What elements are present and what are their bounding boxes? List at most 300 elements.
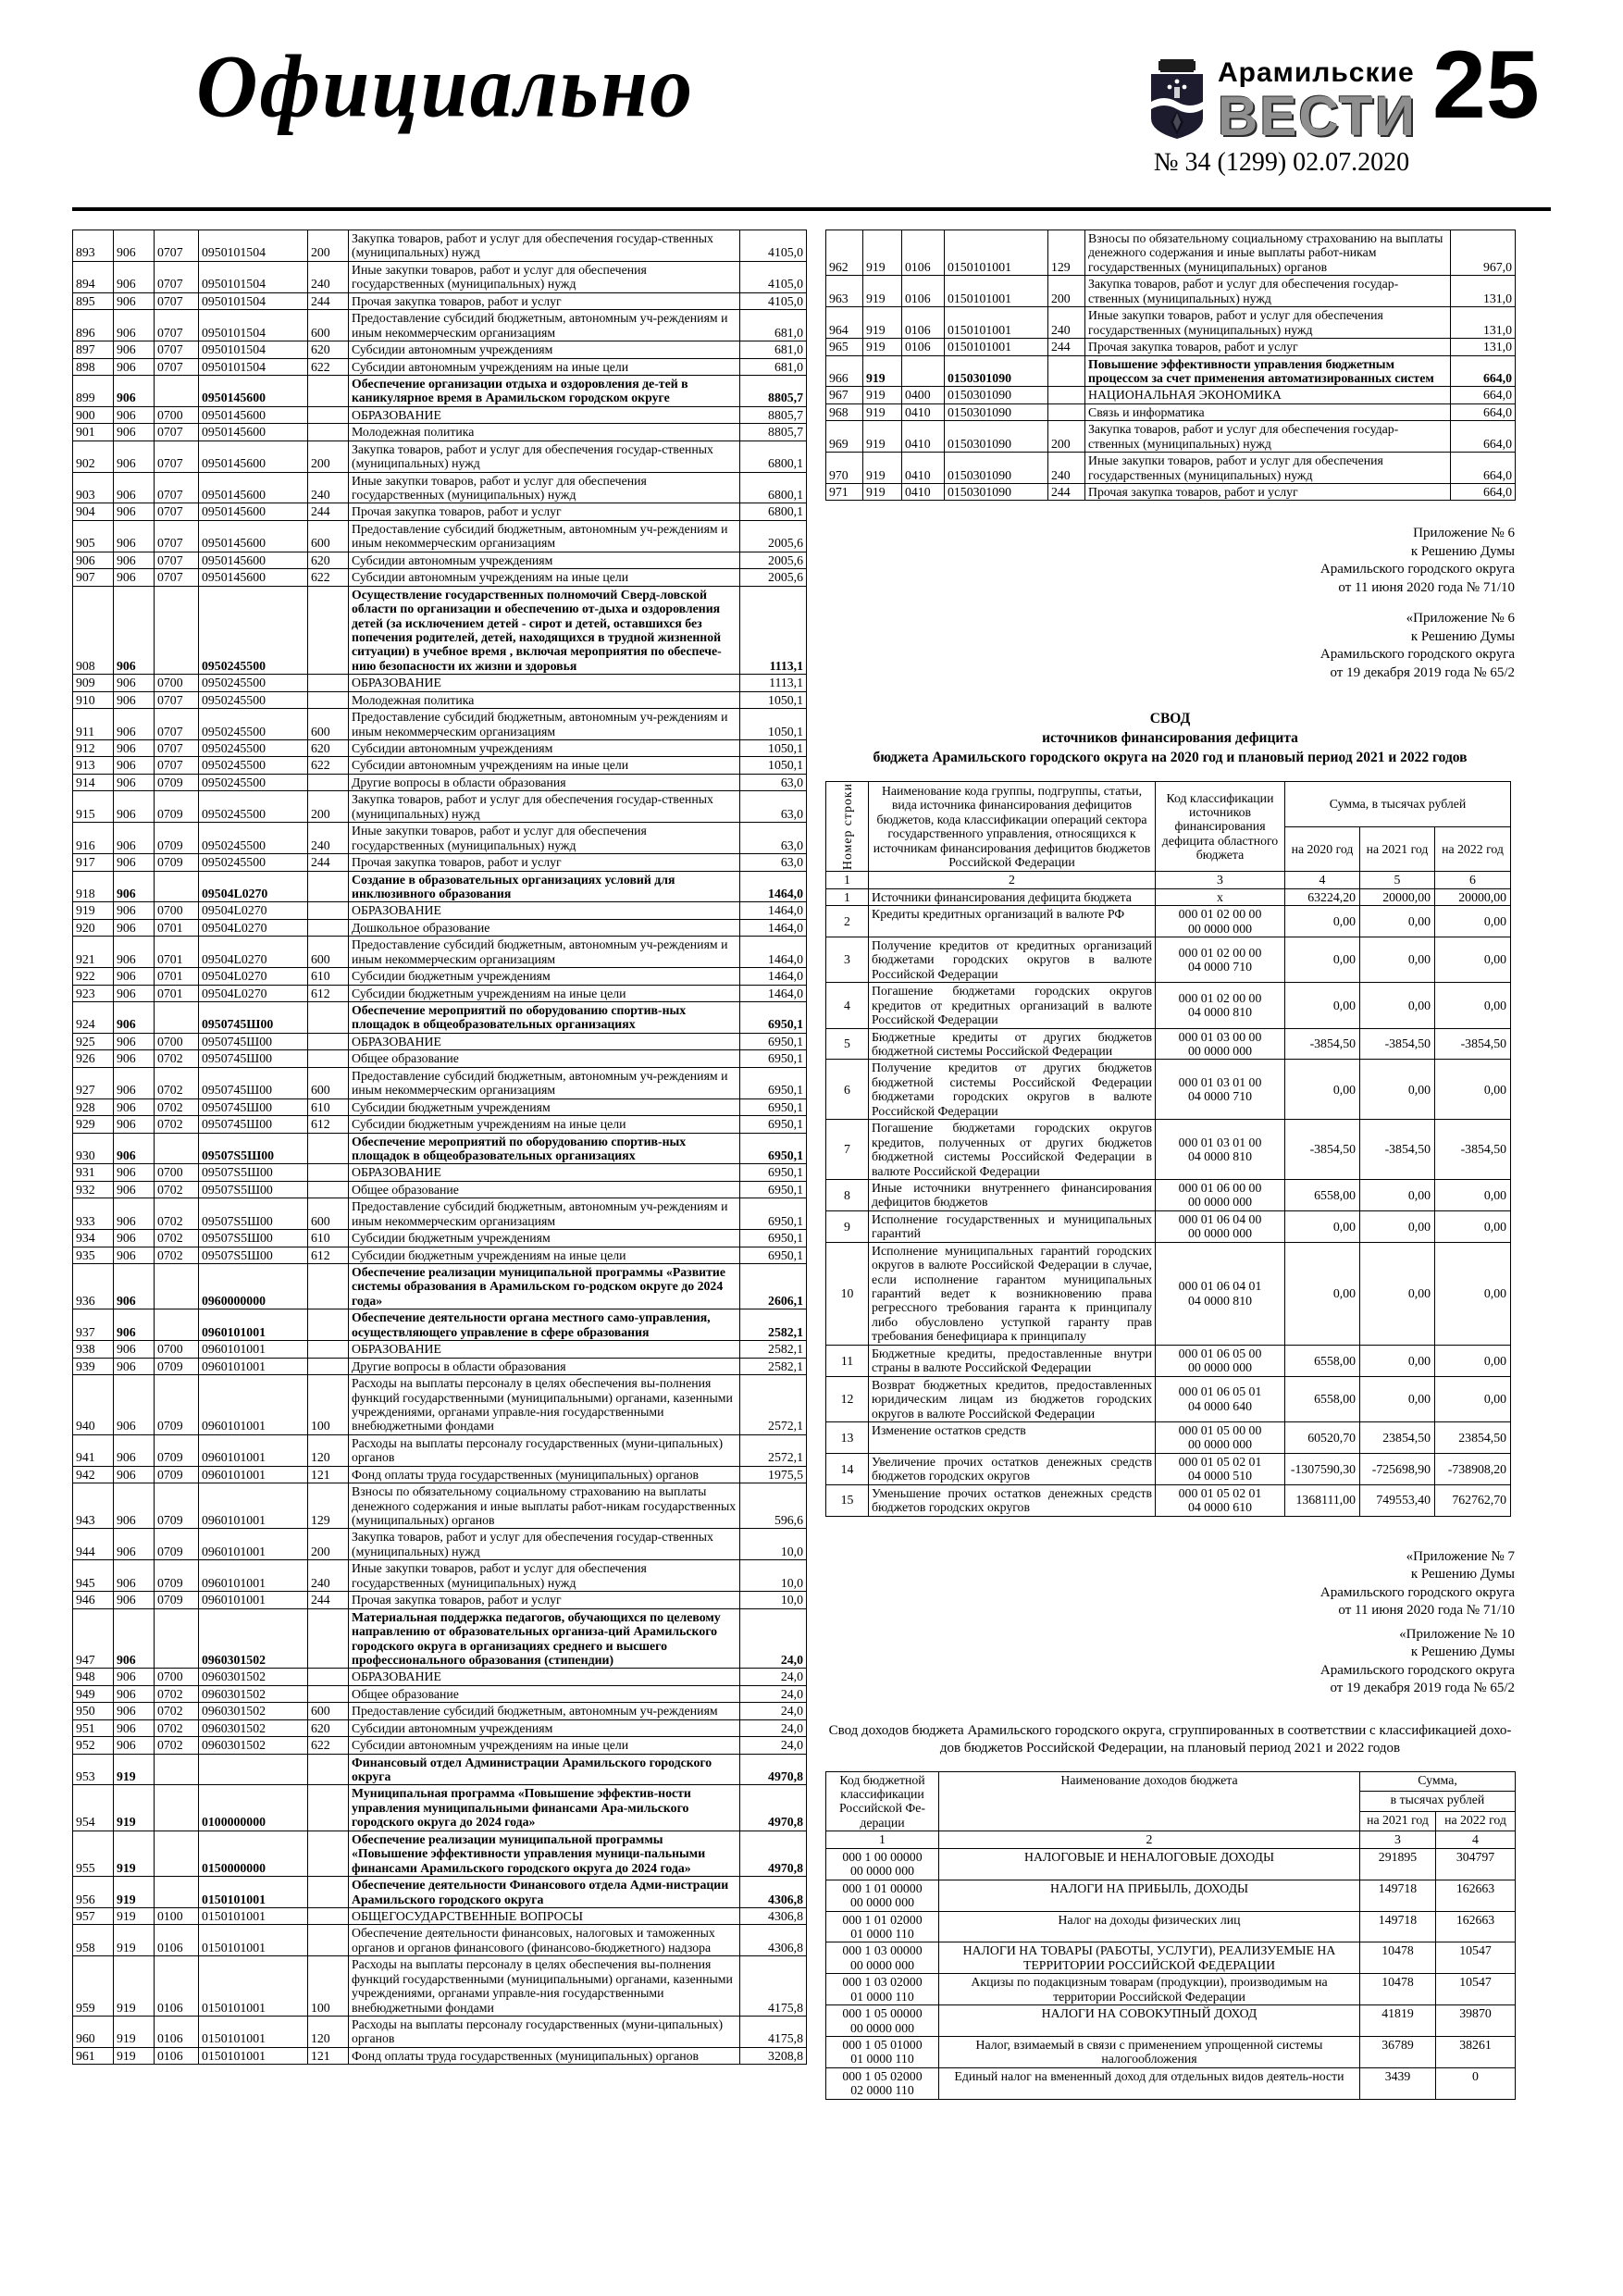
cell-n: 898 xyxy=(73,358,114,375)
cell-a: 906 xyxy=(114,1434,155,1466)
cell-name: Расходы на выплаты персоналу государственных (муни-ципальных) органов xyxy=(349,2017,740,2048)
cell-s1: 10478 xyxy=(1360,1974,1436,2005)
cell-n: 953 xyxy=(73,1754,114,1785)
cell-kbk: 000 1 03 00000 00 0000 000 xyxy=(826,1942,939,1974)
table-row xyxy=(826,1848,1516,1880)
cell-c: 0950745Ш00 xyxy=(199,1002,308,1034)
cell-n: 955 xyxy=(73,1831,114,1876)
table-row xyxy=(826,1974,1516,2005)
cell-d: 240 xyxy=(1048,453,1085,484)
cell-c: 0150101001 xyxy=(945,276,1048,307)
cell-name: Получение кредитов от других бюджетов бюджетной системы Российской Федерации бюджетами городских округов в валюте Российской Федерации xyxy=(869,1060,1156,1120)
cell-d: 129 xyxy=(308,1483,349,1529)
cell-n: 956 xyxy=(73,1877,114,1908)
cell-a: 906 xyxy=(114,1466,155,1483)
cell-a: 906 xyxy=(114,441,155,472)
cell-sum: 4970,8 xyxy=(740,1831,807,1876)
table-row xyxy=(73,552,807,568)
cell-name: Другие вопросы в области образования xyxy=(349,1358,740,1374)
cell-sum: 664,0 xyxy=(1451,453,1516,484)
cell-c: 0960101001 xyxy=(199,1341,308,1358)
cell-name: Молодежная политика xyxy=(349,691,740,708)
cell-name: НАЛОГИ НА ПРИБЫЛЬ, ДОХОДЫ xyxy=(939,1880,1360,1911)
cell-d xyxy=(308,424,349,441)
cell-n: 13 xyxy=(826,1421,869,1453)
cell-n: 965 xyxy=(826,339,863,355)
cell-d xyxy=(308,1669,349,1685)
cell-name: Прочая закупка товаров, работ и услуг xyxy=(349,854,740,871)
cell-n: 893 xyxy=(73,230,114,262)
cell-c: 0150101001 xyxy=(199,1956,308,2017)
cell-d xyxy=(308,871,349,902)
col-header-classification-code: Код классификации источников финансирования дефицита областного бюджета xyxy=(1156,782,1285,872)
cell-name: Субсидии бюджетным учреждениям xyxy=(349,1098,740,1115)
cell-sum: 596,6 xyxy=(740,1483,807,1529)
cell-a: 906 xyxy=(114,757,155,774)
cell-b: 0707 xyxy=(155,552,199,568)
cell-name: ОБРАЗОВАНИЕ xyxy=(349,675,740,691)
cell-code: 000 01 03 00 00 00 0000 000 xyxy=(1156,1028,1285,1060)
cell-a: 906 xyxy=(114,586,155,675)
table-row xyxy=(73,1164,807,1181)
col-header-2020: на 2020 год xyxy=(1285,826,1360,872)
cell-name: Предоставление субсидий бюджетным, автономным уч-реждениям и иным некоммерческим организациям xyxy=(349,709,740,740)
cell-b xyxy=(902,355,945,387)
cell-n: 897 xyxy=(73,341,114,358)
cell-a: 906 xyxy=(114,424,155,441)
cell-s2: 0 xyxy=(1436,2067,1516,2099)
cell-s0: 60520,70 xyxy=(1285,1421,1360,1453)
cell-sum: 24,0 xyxy=(740,1685,807,1702)
cell-sum: 24,0 xyxy=(740,1669,807,1685)
cell-c: 0950245500 xyxy=(199,586,308,675)
table-row xyxy=(73,985,807,1001)
cell-d: 240 xyxy=(308,261,349,292)
cell-d: 120 xyxy=(308,2017,349,2048)
cell-n: 951 xyxy=(73,1719,114,1736)
table-row xyxy=(73,823,807,854)
cell-n: 913 xyxy=(73,757,114,774)
cell-c: 0950145600 xyxy=(199,375,308,406)
cell-s0: -3854,50 xyxy=(1285,1120,1360,1180)
cell-name: Субсидии бюджетным учреждениям на иные цели xyxy=(349,1247,740,1263)
cell-n: 899 xyxy=(73,375,114,406)
cell-name: Предоставление субсидий бюджетным, автономным уч-реждениям и иным некоммерческим организациям xyxy=(349,310,740,341)
cell-b: 0707 xyxy=(155,292,199,309)
cell-kbk: 000 1 00 00000 00 0000 000 xyxy=(826,1848,939,1880)
cell-c: 09504L0270 xyxy=(199,985,308,1001)
cell-a: 906 xyxy=(114,1592,155,1608)
cell-d: 612 xyxy=(308,985,349,1001)
cell-n: 15 xyxy=(826,1484,869,1516)
cell-d xyxy=(1048,403,1085,420)
cell-d: 610 xyxy=(308,1098,349,1115)
cell-b: 0106 xyxy=(155,1956,199,2017)
cell-a: 906 xyxy=(114,691,155,708)
cell-b xyxy=(155,871,199,902)
cell-d: 100 xyxy=(308,1956,349,2017)
cell-n: 7 xyxy=(826,1120,869,1180)
table-row xyxy=(73,310,807,341)
cell-name: Иные закупки товаров, работ и услуг для обеспечения государственных (муниципальных) нужд xyxy=(1085,307,1451,339)
cell-code: 000 01 06 04 01 04 0000 810 xyxy=(1156,1242,1285,1345)
table-row xyxy=(73,1181,807,1198)
cell-sum: 1464,0 xyxy=(740,902,807,919)
cell-d: 612 xyxy=(308,1247,349,1263)
cell-sum: 4306,8 xyxy=(740,1907,807,1924)
cell-b xyxy=(155,1309,199,1341)
table-row xyxy=(73,2017,807,2048)
table-row xyxy=(73,1116,807,1133)
table-row xyxy=(73,1877,807,1908)
cell-d: 600 xyxy=(308,1198,349,1230)
cell-c: 0950245500 xyxy=(199,709,308,740)
cell-a: 906 xyxy=(114,406,155,423)
cell-b: 0701 xyxy=(155,968,199,985)
table-row xyxy=(73,854,807,871)
col-header-source-name: Наименование кода группы, подгруппы, статьи, вида источника финансирования дефицитов бюджетов, кода классификации операций сектора государственного управления, относящихся к источникам финансирования дефицитов бюджетов Российской Федерации xyxy=(869,782,1156,872)
cell-s0: -1307590,30 xyxy=(1285,1453,1360,1484)
table-row xyxy=(73,1608,807,1669)
col-header-row-number: Номер строки xyxy=(826,782,869,872)
cell-b xyxy=(155,1877,199,1908)
cell-a: 906 xyxy=(114,1264,155,1309)
cell-n: 904 xyxy=(73,503,114,520)
cell-b: 0709 xyxy=(155,854,199,871)
cell-b: 0106 xyxy=(155,1925,199,1956)
cell-sum: 6950,1 xyxy=(740,1164,807,1181)
cell-d: 200 xyxy=(1048,421,1085,453)
cell-d: 622 xyxy=(308,569,349,586)
col-header-sum: Сумма, в тысячах рублей xyxy=(1285,782,1511,827)
cell-s1: 149718 xyxy=(1360,1880,1436,1911)
cell-sum: 6950,1 xyxy=(740,1098,807,1115)
cell-sum: 6950,1 xyxy=(740,1002,807,1034)
cell-d: 620 xyxy=(308,552,349,568)
cell-a: 906 xyxy=(114,709,155,740)
cell-a: 906 xyxy=(114,1002,155,1034)
cell-name: Субсидии автономным учреждениям на иные цели xyxy=(349,757,740,774)
cell-b: 0702 xyxy=(155,1685,199,1702)
table-row xyxy=(73,740,807,757)
cell-sum: 6950,1 xyxy=(740,1067,807,1098)
page-number: 25 xyxy=(1432,31,1540,139)
cell-n: 937 xyxy=(73,1309,114,1341)
cell-n: 962 xyxy=(826,230,863,276)
cell-b xyxy=(155,1002,199,1034)
table-row xyxy=(73,774,807,790)
cell-c: 0960101001 xyxy=(199,1529,308,1560)
cell-n: 903 xyxy=(73,472,114,503)
cell-name: Закупка товаров, работ и услуг для обеспечения государ-ственных (муниципальных) нужд xyxy=(1085,421,1451,453)
table-row xyxy=(73,341,807,358)
cell-sum: 2572,1 xyxy=(740,1434,807,1466)
cell-name: НАЦИОНАЛЬНАЯ ЭКОНОМИКА xyxy=(1085,387,1451,403)
cell-d xyxy=(1048,355,1085,387)
cell-name: Предоставление субсидий бюджетным, автономным уч-реждениям и иным некоммерческим организациям xyxy=(349,1198,740,1230)
cell-a: 906 xyxy=(114,1719,155,1736)
cell-b: 0709 xyxy=(155,1375,199,1435)
cell-a: 906 xyxy=(114,1164,155,1181)
cell-code: 000 01 06 05 00 00 0000 000 xyxy=(1156,1345,1285,1376)
cell-d xyxy=(308,1754,349,1785)
cell-a: 906 xyxy=(114,1358,155,1374)
cell-name: Прочая закупка товаров, работ и услуг xyxy=(349,292,740,309)
table-row xyxy=(73,358,807,375)
cell-sum: 664,0 xyxy=(1451,355,1516,387)
cell-d: 240 xyxy=(308,823,349,854)
cell-b: 0709 xyxy=(155,791,199,823)
svod-title-line2: источников финансирования дефицита xyxy=(1042,730,1298,747)
cell-name: Обеспечение мероприятий по оборудованию спортив-ных площадок в общеобразовательных организациях xyxy=(349,1133,740,1164)
cell-d: 200 xyxy=(308,1529,349,1560)
cell-name: Расходы на выплаты персоналу государственных (муни-ципальных) органов xyxy=(349,1434,740,1466)
table-row xyxy=(826,355,1516,387)
cell-s2: 162663 xyxy=(1436,1911,1516,1942)
cell-kbk: 000 1 05 02000 02 0000 110 xyxy=(826,2067,939,2099)
cell-n: 957 xyxy=(73,1907,114,1924)
cell-b: 0106 xyxy=(902,230,945,276)
cell-sum: 1050,1 xyxy=(740,691,807,708)
cell-d: 600 xyxy=(308,1067,349,1098)
table-header-row xyxy=(826,782,1511,827)
cell-c: 0950101504 xyxy=(199,261,308,292)
cell-c: 0960101001 xyxy=(199,1466,308,1483)
cell-a: 906 xyxy=(114,520,155,552)
table-row xyxy=(826,339,1516,355)
cell-name: Предоставление субсидий бюджетным, автономным уч-реждениям xyxy=(349,1703,740,1719)
cell-d xyxy=(308,1925,349,1956)
cell-b xyxy=(155,586,199,675)
cell-n: 939 xyxy=(73,1358,114,1374)
cell-b: 0707 xyxy=(155,691,199,708)
brand-name-bottom: ВЕСТИ xyxy=(1218,85,1417,147)
table-row xyxy=(826,1060,1511,1120)
cell-n: 932 xyxy=(73,1181,114,1198)
cell-sum: 4175,8 xyxy=(740,2017,807,2048)
cell-a: 906 xyxy=(114,1669,155,1685)
cell-c: 0150101001 xyxy=(199,2017,308,2048)
cell-name: Исполнение государственных и муниципальных гарантий xyxy=(869,1210,1156,1242)
cell-name: Бюджетные кредиты, предоставленные внутри страны в валюте Российской Федерации xyxy=(869,1345,1156,1376)
table-row xyxy=(826,1880,1516,1911)
cell-b: 0707 xyxy=(155,520,199,552)
cell-name: Создание в образовательных организациях условий для инклюзивного образования xyxy=(349,871,740,902)
cell-c: 0960301502 xyxy=(199,1669,308,1685)
cell-name: Закупка товаров, работ и услуг для обеспечения государ-ственных (муниципальных) нужд xyxy=(349,441,740,472)
cell-a: 906 xyxy=(114,1341,155,1358)
cell-n: 949 xyxy=(73,1685,114,1702)
col-header-sum-units: в тысячах рублей xyxy=(1360,1792,1516,1812)
cell-b: 0700 xyxy=(155,1341,199,1358)
table-row xyxy=(73,1264,807,1309)
table-row xyxy=(73,937,807,968)
cell-sum: 6950,1 xyxy=(740,1181,807,1198)
table-row xyxy=(73,1341,807,1358)
cell-a: 906 xyxy=(114,261,155,292)
cell-n: 941 xyxy=(73,1434,114,1466)
table-row xyxy=(73,1434,807,1466)
cell-d xyxy=(308,586,349,675)
cell-n: 948 xyxy=(73,1669,114,1685)
cell-n: 971 xyxy=(826,484,863,501)
table-row xyxy=(73,375,807,406)
table-row xyxy=(73,1592,807,1608)
cell-a: 906 xyxy=(114,1529,155,1560)
cell-b: 0701 xyxy=(155,919,199,936)
table-row xyxy=(73,472,807,503)
cell-name: Обеспечение деятельности финансовых, налоговых и таможенных органов и органов финансового (финансово-бюджетного) надзора xyxy=(349,1925,740,1956)
cell-s2: -3854,50 xyxy=(1435,1028,1511,1060)
cell-a: 906 xyxy=(114,871,155,902)
cell-c: 0950745Ш00 xyxy=(199,1098,308,1115)
appendix-note-6b: «Приложение № 6 к Решению Думы Арамильского городского округа от 19 декабря 2019 года № 65/2 xyxy=(1319,611,1515,680)
cell-n: 952 xyxy=(73,1737,114,1754)
cell-a: 906 xyxy=(114,341,155,358)
cell-a: 919 xyxy=(863,484,902,501)
cell-a: 906 xyxy=(114,1133,155,1164)
cell-s2: 38261 xyxy=(1436,2037,1516,2068)
cell-n: 964 xyxy=(826,307,863,339)
cell-name: Единый налог на вмененный доход для отдельных видов деятель-ности xyxy=(939,2067,1360,2099)
cell-c: 09507S5Ш00 xyxy=(199,1133,308,1164)
cell-name: Обеспечение организации отдыха и оздоровления де-тей в каникулярное время в Арамильском городском округе xyxy=(349,375,740,406)
cell-a: 906 xyxy=(114,1703,155,1719)
cell-name: Субсидии бюджетным учреждениям xyxy=(349,968,740,985)
table-row xyxy=(73,1560,807,1592)
cell-sum: 8805,7 xyxy=(740,406,807,423)
cell-sum: 6800,1 xyxy=(740,472,807,503)
cell-s2: 0,00 xyxy=(1435,906,1511,937)
cell-a: 906 xyxy=(114,1033,155,1049)
table-row xyxy=(73,586,807,675)
cell-sum: 4105,0 xyxy=(740,261,807,292)
cell-n: 916 xyxy=(73,823,114,854)
cell-d: 612 xyxy=(308,1116,349,1133)
cell-sum: 10,0 xyxy=(740,1529,807,1560)
cell-a: 919 xyxy=(114,1754,155,1785)
cell-d xyxy=(308,375,349,406)
cell-sum: 2005,6 xyxy=(740,552,807,568)
cell-b xyxy=(155,1133,199,1164)
cell-d xyxy=(308,1358,349,1374)
cell-b: 0702 xyxy=(155,1230,199,1247)
cell-sum: 6950,1 xyxy=(740,1230,807,1247)
cell-b: 0701 xyxy=(155,937,199,968)
cell-a: 906 xyxy=(114,985,155,1001)
cell-s1: 0,00 xyxy=(1360,906,1435,937)
cell-s1: 3439 xyxy=(1360,2067,1436,2099)
cell-d xyxy=(308,691,349,708)
cell-b: 0106 xyxy=(902,307,945,339)
cell-d: 120 xyxy=(308,1434,349,1466)
cell-name: Субсидии бюджетным учреждениям на иные цели xyxy=(349,985,740,1001)
cell-s2: 23854,50 xyxy=(1435,1421,1511,1453)
cell-c: 0950245500 xyxy=(199,774,308,790)
cell-a: 906 xyxy=(114,1309,155,1341)
table-row xyxy=(73,1669,807,1685)
cell-b: 0707 xyxy=(155,230,199,262)
cell-n: 934 xyxy=(73,1230,114,1247)
cell-c: 0960101001 xyxy=(199,1434,308,1466)
svod-title-line1: СВОД xyxy=(1149,711,1191,727)
cell-sum: 664,0 xyxy=(1451,421,1516,453)
table-row xyxy=(73,292,807,309)
cell-name: НАЛОГИ НА ТОВАРЫ (РАБОТЫ, УСЛУГИ), РЕАЛИЗУЕМЫЕ НА ТЕРРИТОРИИ РОССИЙСКОЙ ФЕДЕРАЦИИ xyxy=(939,1942,1360,1974)
cell-s0: 6558,00 xyxy=(1285,1179,1360,1210)
cell-n: 961 xyxy=(73,2047,114,2064)
table-row xyxy=(826,1120,1511,1180)
cell-b: 0707 xyxy=(155,424,199,441)
table-row xyxy=(73,757,807,774)
cell-a: 919 xyxy=(114,1877,155,1908)
table-row xyxy=(73,1358,807,1374)
cell-b: 0700 xyxy=(155,1669,199,1685)
cell-d: 129 xyxy=(1048,230,1085,276)
cell-b: 0700 xyxy=(155,675,199,691)
cell-b: 0702 xyxy=(155,1116,199,1133)
table-row xyxy=(73,1719,807,1736)
cell-c: 0150101001 xyxy=(199,1907,308,1924)
cell-d xyxy=(1048,387,1085,403)
cell-d: 600 xyxy=(308,937,349,968)
cell-d: 244 xyxy=(308,503,349,520)
cell-c: 0150301090 xyxy=(945,387,1048,403)
cell-a: 906 xyxy=(114,791,155,823)
cell-n: 969 xyxy=(826,421,863,453)
cell-n: 896 xyxy=(73,310,114,341)
cell-name: Обеспечение реализации муниципальной программы «Развитие системы образования в Арамильском го-родском округе до 2024 года» xyxy=(349,1264,740,1309)
cell-a: 906 xyxy=(114,774,155,790)
cell-name: Погашение бюджетами городских округов кредитов от кредитных организаций в валюте Российской Федерации xyxy=(869,983,1156,1028)
cell-sum: 6800,1 xyxy=(740,503,807,520)
cell-name: Обеспечение мероприятий по оборудованию спортив-ных площадок в общеобразовательных организациях xyxy=(349,1002,740,1034)
table-row xyxy=(73,406,807,423)
cell-a: 919 xyxy=(114,1956,155,2017)
cell-n: 12 xyxy=(826,1376,869,1421)
cell-c: 0960301502 xyxy=(199,1608,308,1669)
cell-s1: 0,00 xyxy=(1360,1345,1435,1376)
cell-s0: -3854,50 xyxy=(1285,1028,1360,1060)
col-header-2022: на 2022 год xyxy=(1436,1811,1516,1831)
table-row xyxy=(826,1453,1511,1484)
cell-d xyxy=(308,1341,349,1358)
cell-a: 906 xyxy=(114,292,155,309)
cell-name: Общее образование xyxy=(349,1050,740,1067)
cell-name: Субсидии автономным учреждениям на иные цели xyxy=(349,1737,740,1754)
cell-b: 0410 xyxy=(902,484,945,501)
cell-code: 000 01 05 02 01 04 0000 610 xyxy=(1156,1484,1285,1516)
table-row xyxy=(826,387,1516,403)
cell-b: 0702 xyxy=(155,1703,199,1719)
cell-n: 918 xyxy=(73,871,114,902)
cell-n: 942 xyxy=(73,1466,114,1483)
cell-n: 901 xyxy=(73,424,114,441)
cell-c: 0950245500 xyxy=(199,675,308,691)
cell-n: 910 xyxy=(73,691,114,708)
cell-name: Изменение остатков средств xyxy=(869,1421,1156,1453)
cell-s2: 0,00 xyxy=(1435,1376,1511,1421)
cell-d xyxy=(308,919,349,936)
cell-kbk: 000 1 03 02000 01 0000 110 xyxy=(826,1974,939,2005)
cell-d: 620 xyxy=(308,1719,349,1736)
cell-s2: 0,00 xyxy=(1435,1210,1511,1242)
budget-table-left xyxy=(72,230,807,2065)
cell-name: Субсидии автономным учреждениям xyxy=(349,740,740,757)
cell-c: 09507S5Ш00 xyxy=(199,1181,308,1198)
cell-c: 0950745Ш00 xyxy=(199,1067,308,1098)
cell-d xyxy=(308,902,349,919)
